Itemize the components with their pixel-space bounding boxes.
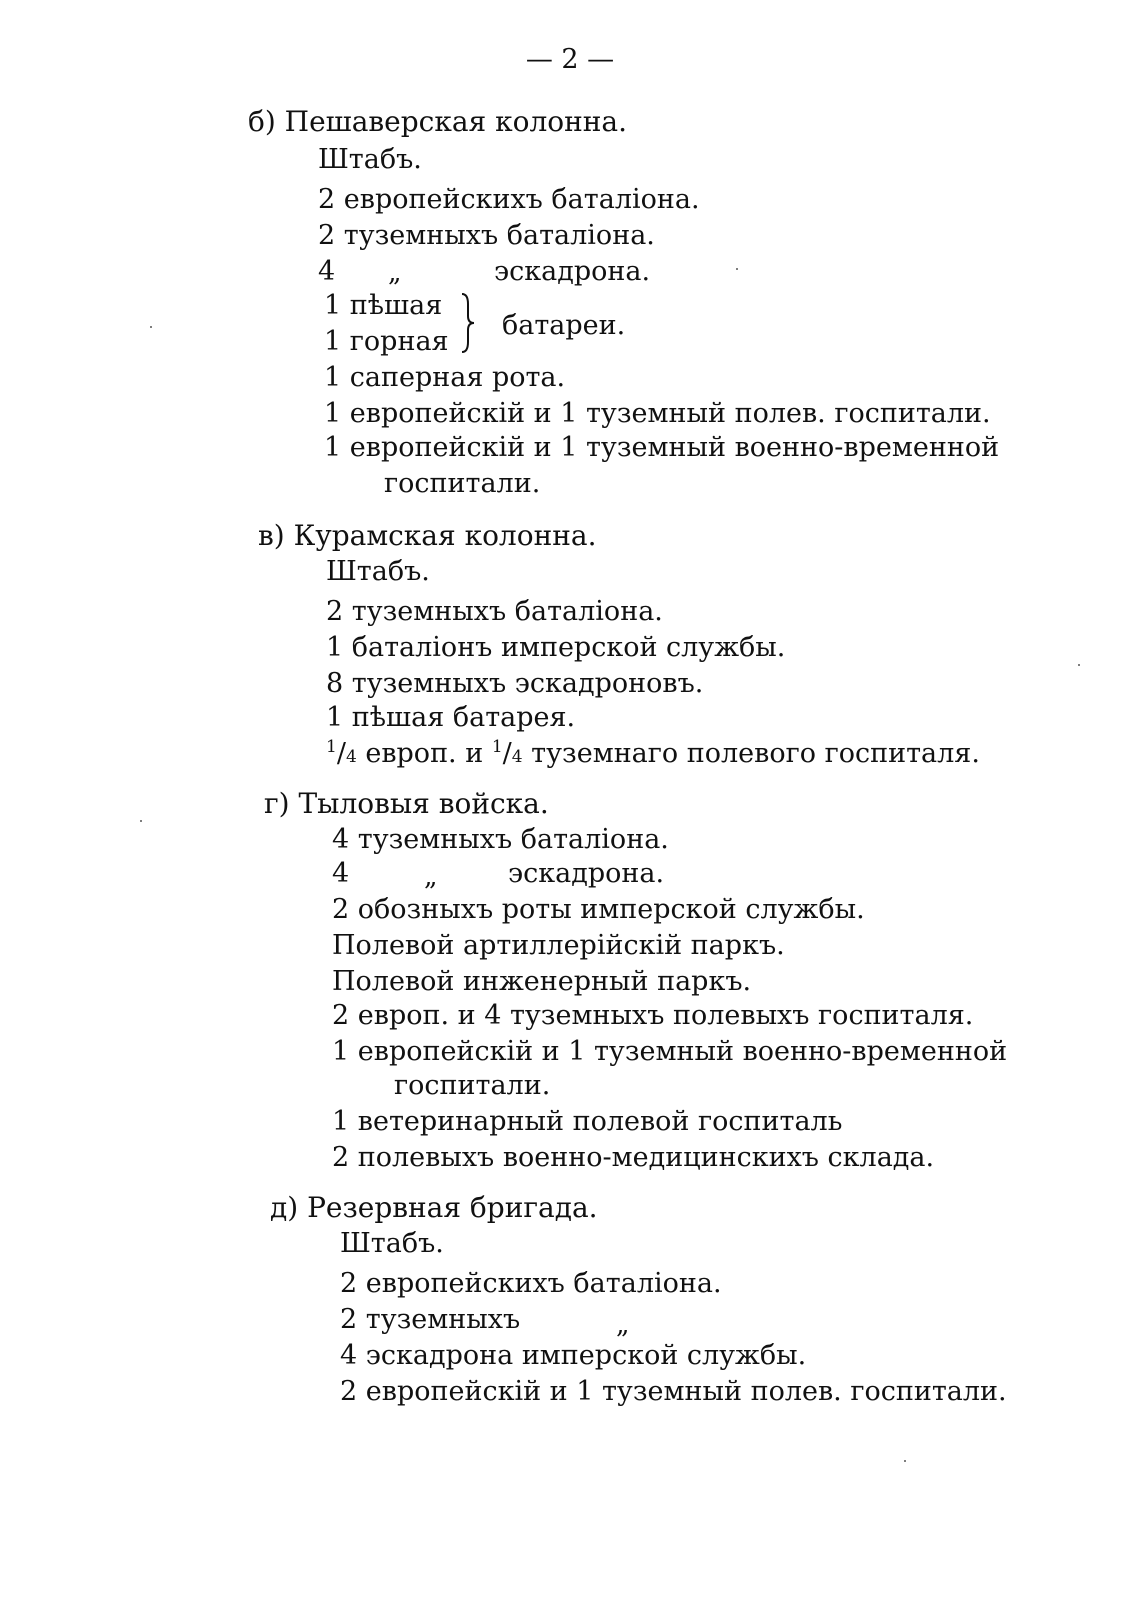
scan-speck xyxy=(140,820,142,822)
list-item: 2 туземныхъ xyxy=(340,1304,521,1335)
section-heading-g: г) Тыловыя войска. xyxy=(264,787,549,820)
fraction-text-a: европ. и xyxy=(356,738,492,769)
scan-speck xyxy=(904,1460,906,1462)
ditto-mark: „ xyxy=(388,258,402,288)
fraction-denominator: 4 xyxy=(511,747,523,767)
brace-icon xyxy=(460,292,476,354)
fraction-numerator: 1 xyxy=(491,737,503,757)
list-item: батареи. xyxy=(502,310,626,341)
list-item: 2 европейскихъ баталiона. xyxy=(318,184,700,215)
staff-label-b: Штабъ. xyxy=(318,144,422,175)
list-item: 1 баталiонъ имперской службы. xyxy=(326,632,786,663)
list-item: 2 туземныхъ баталiона. xyxy=(318,220,655,251)
list-item: 2 европейскiй и 1 туземный полев. госпитали. xyxy=(340,1376,1007,1407)
staff-label-d: Штабъ. xyxy=(340,1228,444,1259)
list-item: 2 туземныхъ баталiона. xyxy=(326,596,663,627)
list-item: 4 xyxy=(332,858,350,889)
list-item: Полевой артиллерiйскiй паркъ. xyxy=(332,930,785,961)
fraction-denominator: 4 xyxy=(345,747,357,767)
list-item: 2 европ. и 4 туземныхъ полевыхъ госпиталя. xyxy=(332,1000,974,1031)
scan-speck xyxy=(150,326,152,328)
staff-label-v: Штабъ. xyxy=(326,556,430,587)
list-item: 8 туземныхъ эскадроновъ. xyxy=(326,668,704,699)
fraction-numerator: 1 xyxy=(326,737,337,757)
scan-speck xyxy=(1078,664,1080,666)
list-item: госпитали. xyxy=(394,1070,551,1101)
section-heading-v: в) Курамская колонна. xyxy=(258,519,597,552)
ditto-mark: „ xyxy=(616,1310,630,1340)
list-item: 4 xyxy=(318,256,336,287)
fraction-line: $^1$/4 европ. и $^1$/4 туземнаго полевого госпиталя. xyxy=(326,737,980,769)
section-heading-b: б) Пешаверская колонна. xyxy=(248,105,628,138)
list-item: 1 пѣшая xyxy=(324,290,443,321)
list-item: 1 ветеринарный полевой госпиталь xyxy=(332,1106,843,1137)
list-item: эскадрона. xyxy=(508,858,665,889)
fraction-text-b: туземнаго полевого госпиталя. xyxy=(522,738,980,769)
list-item: эскадрона. xyxy=(494,256,651,287)
list-item: 2 европейскихъ баталiона. xyxy=(340,1268,722,1299)
list-item: 4 туземныхъ баталiона. xyxy=(332,824,669,855)
ditto-mark: „ xyxy=(424,862,438,892)
list-item: госпитали. xyxy=(384,468,541,499)
list-item: 2 полевыхъ военно-медицинскихъ склада. xyxy=(332,1142,935,1173)
list-item: 4 эскадрона имперской службы. xyxy=(340,1340,807,1371)
list-item: 1 горная xyxy=(324,326,449,357)
list-item: 1 европейскiй и 1 туземный военно-временной xyxy=(324,432,1000,463)
list-item: 1 европейскiй и 1 туземный военно-временной xyxy=(332,1036,1008,1067)
section-heading-d: д) Резервная бригада. xyxy=(270,1191,598,1224)
page-number: — 2 — xyxy=(525,44,615,75)
list-item: 1 европейскiй и 1 туземный полев. госпитали. xyxy=(324,398,991,429)
scan-speck xyxy=(736,268,738,270)
list-item: 2 обозныхъ роты имперской службы. xyxy=(332,894,865,925)
list-item: 1 саперная рота. xyxy=(324,362,566,393)
list-item: 1 пѣшая батарея. xyxy=(326,702,576,733)
list-item: Полевой инженерный паркъ. xyxy=(332,966,752,997)
